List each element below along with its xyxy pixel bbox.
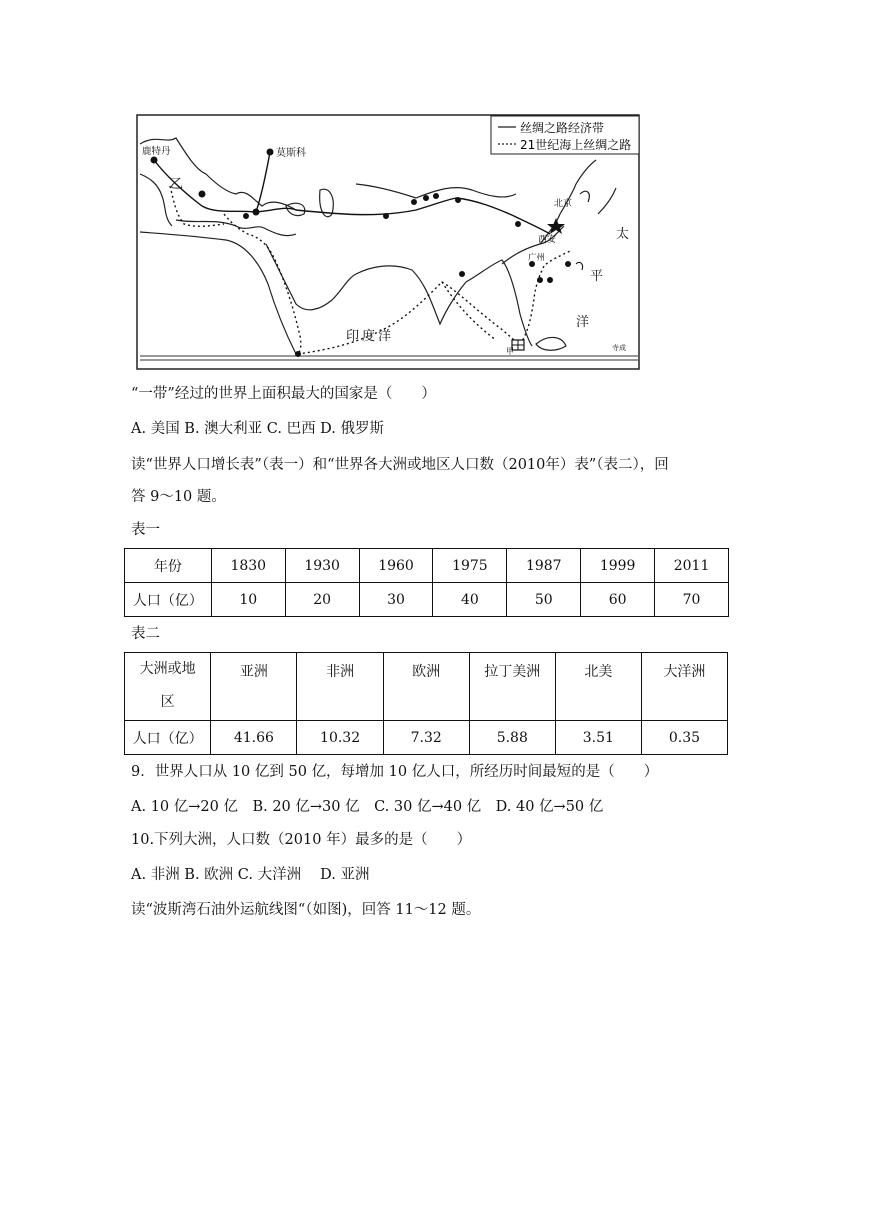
table-cell: 40: [433, 583, 507, 617]
q8-stem: “一带”经过的世界上面积最大的国家是（ ）: [131, 386, 436, 402]
table2-row-header: [125, 653, 728, 721]
table1: [124, 548, 729, 617]
table-cell: 10: [211, 583, 285, 617]
table-cell: 70: [655, 583, 729, 617]
label-xian: 西安: [538, 235, 557, 245]
label-guangzhou: 广州: [528, 253, 546, 263]
table-cell: 拉丁美洲: [469, 653, 555, 721]
table-cell: 41.66: [211, 721, 297, 755]
table-cell: 7.32: [383, 721, 469, 755]
table2-header-line2: 区: [160, 694, 175, 710]
q8-options: A. 美国 B. 澳大利亚 C. 巴西 D. 俄罗斯: [131, 421, 385, 437]
table-cell: 1975: [433, 549, 507, 583]
table-cell: 3.51: [555, 721, 641, 755]
intro2-line1: 读“波斯湾石油外运航线图“（如图)，回答 11～12 题。: [131, 902, 481, 918]
label-jia: 甲: [506, 347, 514, 356]
label-corner: 寺成: [612, 344, 626, 352]
table-cell: 2011: [655, 549, 729, 583]
legend-item-0: 丝绸之路经济带: [520, 121, 605, 135]
label-tai: 太: [616, 227, 630, 242]
legend-item-1: 21世纪海上丝绸之路: [520, 138, 632, 152]
table-cell: 1830: [211, 549, 285, 583]
table-cell: 30: [359, 583, 433, 617]
table-cell: 人口（亿）: [125, 721, 211, 755]
table-cell: 10.32: [297, 721, 383, 755]
table-cell: 亚洲: [211, 653, 297, 721]
label-ping: 平: [590, 269, 604, 284]
label-rotterdam: 鹿特丹: [142, 146, 171, 157]
q9-stem: 9．世界人口从 10 亿到 50 亿，每增加 10 亿人口，所经历时间最短的是（ ）: [131, 764, 659, 780]
intro1-line1: 读“世界人口增长表”（表一）和“世界各大洲或地区人口数（2010年）表”（表二），回: [131, 457, 669, 473]
table-cell: [125, 653, 211, 721]
silk-road-map: [136, 114, 640, 370]
label-moscow: 莫斯科: [276, 148, 306, 159]
table-cell: 大洋洲: [641, 653, 727, 721]
table-cell: 20: [285, 583, 359, 617]
label-indian-ocean: 印度洋: [346, 329, 395, 344]
table1-row-year: [125, 549, 729, 583]
table1-caption: 表一: [131, 522, 160, 538]
table-cell: 1987: [507, 549, 581, 583]
table-cell: 1999: [581, 549, 655, 583]
q10-options: A. 非洲 B. 欧洲 C. 大洋洲 D. 亚洲: [131, 867, 370, 883]
table-cell: 非洲: [297, 653, 383, 721]
table-cell: 欧洲: [383, 653, 469, 721]
table-cell: 50: [507, 583, 581, 617]
q9-options: A. 10 亿→20 亿 B. 20 亿→30 亿 C. 30 亿→40 亿 D. 40 亿→50 亿: [131, 799, 604, 815]
table2-caption: 表二: [131, 626, 160, 642]
q10-stem: 10.下列大洲，人口数（2010 年）最多的是（ ）: [131, 832, 472, 848]
table-cell: 年份: [125, 549, 212, 583]
label-yi: 乙: [170, 177, 184, 192]
map-legend: [491, 116, 639, 154]
table2-row-population: [125, 721, 728, 755]
table-cell: 1960: [359, 549, 433, 583]
table-cell: 1930: [285, 549, 359, 583]
label-beijing: 北京: [554, 199, 573, 209]
table-cell: 人口（亿）: [125, 583, 212, 617]
table2-header-line1: 大洲或地: [139, 661, 196, 677]
intro1-line2: 答 9～10 题。: [131, 489, 226, 505]
table-cell: 0.35: [641, 721, 727, 755]
table2: [124, 652, 728, 755]
table-cell: 60: [581, 583, 655, 617]
table-cell: 北美: [555, 653, 641, 721]
label-yang: 洋: [576, 315, 590, 330]
table-cell: 5.88: [469, 721, 555, 755]
table1-row-population: [125, 583, 729, 617]
